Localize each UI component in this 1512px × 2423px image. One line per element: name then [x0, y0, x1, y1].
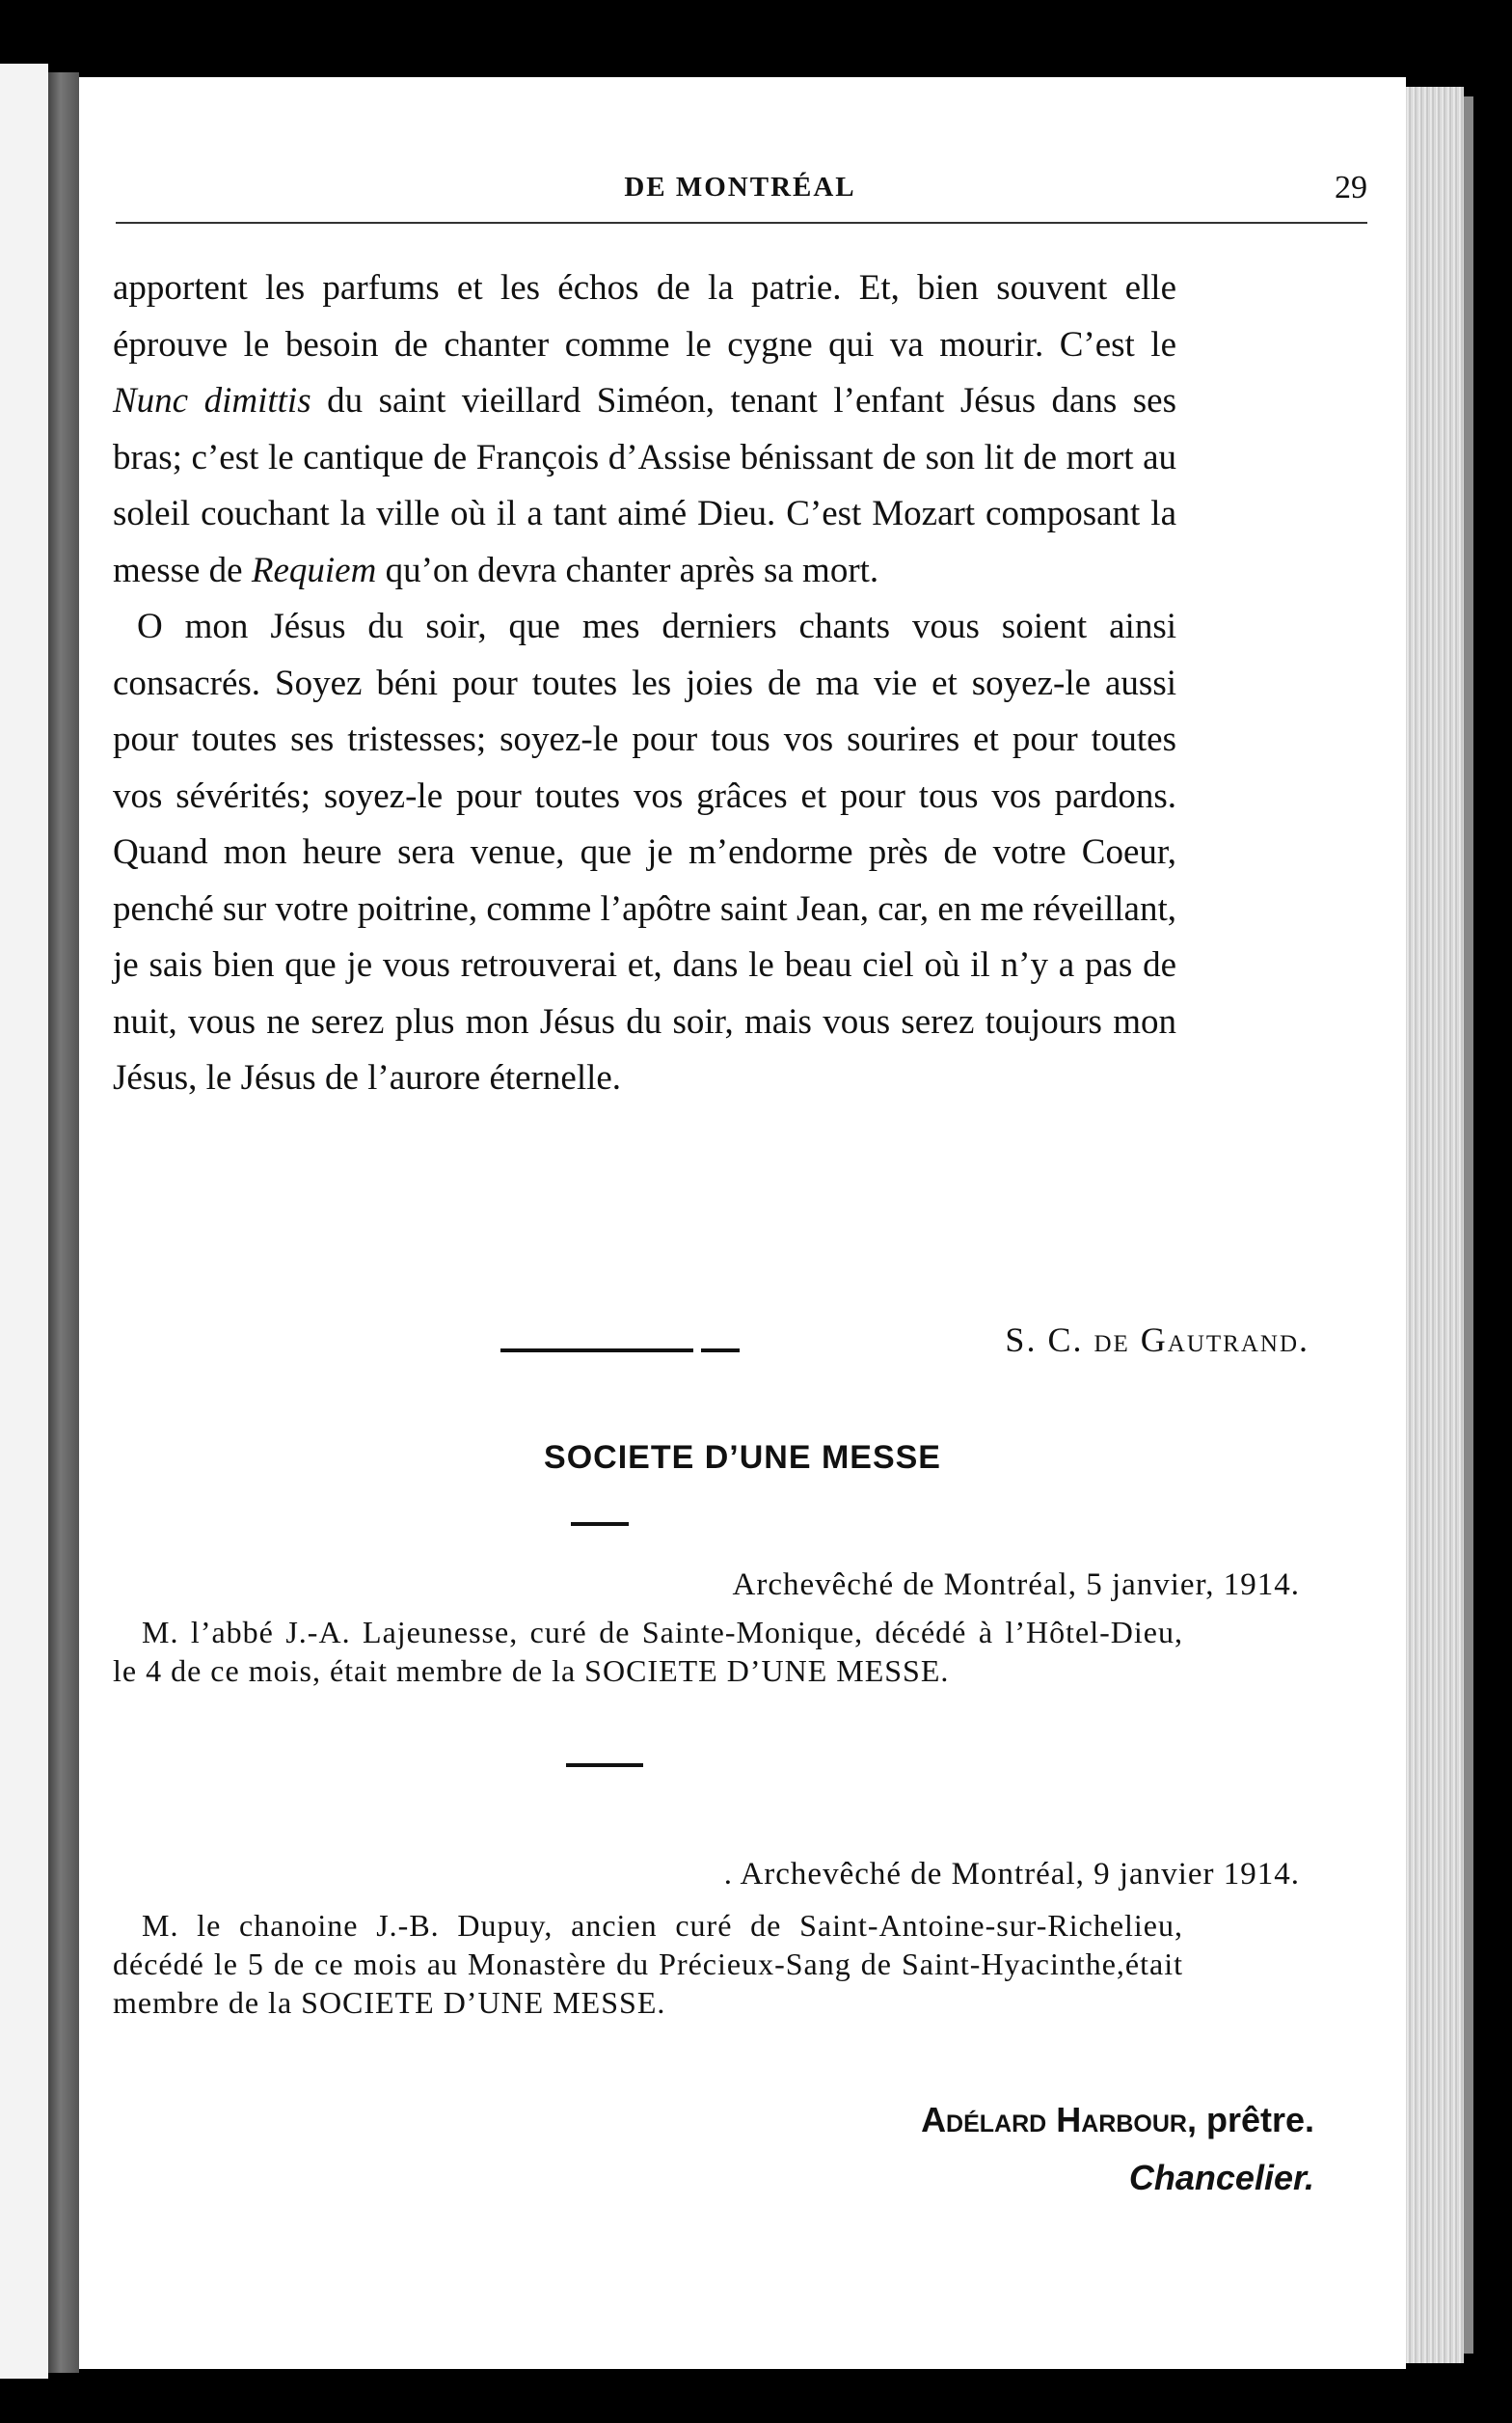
notice-2-dateline: . Archevêché de Montréal, 9 janvier 1914. — [723, 1857, 1300, 1892]
signer-role: , prêtre. — [1186, 2100, 1314, 2139]
notice-1 — [113, 1613, 1183, 1690]
signer-title: Chancelier. — [1128, 2158, 1314, 2197]
header-rule — [116, 222, 1367, 224]
notice-1-text: M. l’abbé J.-A. Lajeunesse, curé de Sainte-Monique, décédé à l’Hôtel-Dieu, le 4 de ce mois, était membre de la SOCIETE D’UNE MESSE. — [113, 1615, 1183, 1688]
book-page — [79, 77, 1406, 2369]
notice-1-dateline: Archevêché de Montréal, 5 janvier, 1914. — [732, 1567, 1300, 1602]
section-divider — [500, 1348, 693, 1352]
running-title: DE MONTRÉAL — [624, 172, 856, 203]
book-gutter — [48, 72, 79, 2373]
section-divider-short — [701, 1348, 740, 1352]
italic-requiem: Requiem — [251, 550, 377, 590]
page-number: 29 — [1335, 170, 1367, 205]
page-stack-edge — [1406, 87, 1464, 2363]
page-header — [113, 172, 1367, 210]
essay-signature: S. C. de Gautrand. — [1005, 1320, 1310, 1359]
notice-separator — [566, 1763, 643, 1767]
essay-paragraph-2: O mon Jésus du soir, que mes derniers chants vous soient ainsi consacrés. Soyez béni pour toutes les joies de ma vie et soyez-le aussi pour toutes ses tristesses; soyez-le pour tous vos sourires et pour toutes vos sévérités; soyez-le pour toutes vos grâces et pour tous vos pardons. Quand mon heure sera venue, que je m’endorme près de votre Coeur, penché sur votre poitrine, comme l’apôtre saint Jean, car, en me réveillant, je sais bien que je vous retrouverai et, dans le beau ciel où il n’y a pas de nuit, vous ne serez plus mon Jésus du soir, mais vous serez toujours mon Jésus, le Jésus de l’aurore éternelle. — [113, 607, 1176, 1098]
title-rule — [571, 1522, 629, 1526]
essay-paragraph-1: apportent les parfums et les échos de la patrie. Et, bien souvent elle éprouve le besoin de chanter comme le cygne qui va mourir. C’est le Nunc dimittis du saint vieillard Siméon, tenant l’enfant Jésus dans ses bras; c’est le cantique de François d’Assise bénissant de son lit de mort au soleil couchant la ville où il a tant aimé Dieu. C’est Mozart composant la messe de Requiem qu’on devra chanter après sa mort. — [113, 268, 1176, 590]
italic-nunc-dimittis: Nunc dimittis — [113, 381, 311, 421]
essay-body — [113, 260, 1176, 1107]
notice-2-text: M. le chanoine J.-B. Dupuy, ancien curé de Saint-Antoine-sur-Richelieu, décédé le 5 de ce mois au Monastère du Précieux-Sang de Saint-Hyacinthe,était membre de la SOCIETE D’UNE MESSE. — [113, 1908, 1183, 2020]
notice-2 — [113, 1906, 1183, 2022]
book-cover-edge — [1464, 96, 1473, 2354]
signer-name: Adélard Harbour — [921, 2100, 1187, 2139]
signoff — [921, 2091, 1314, 2207]
facing-page-edge — [0, 64, 48, 2379]
section-title: SOCIETE D’UNE MESSE — [544, 1439, 941, 1476]
signoff-line — [921, 2091, 1314, 2149]
